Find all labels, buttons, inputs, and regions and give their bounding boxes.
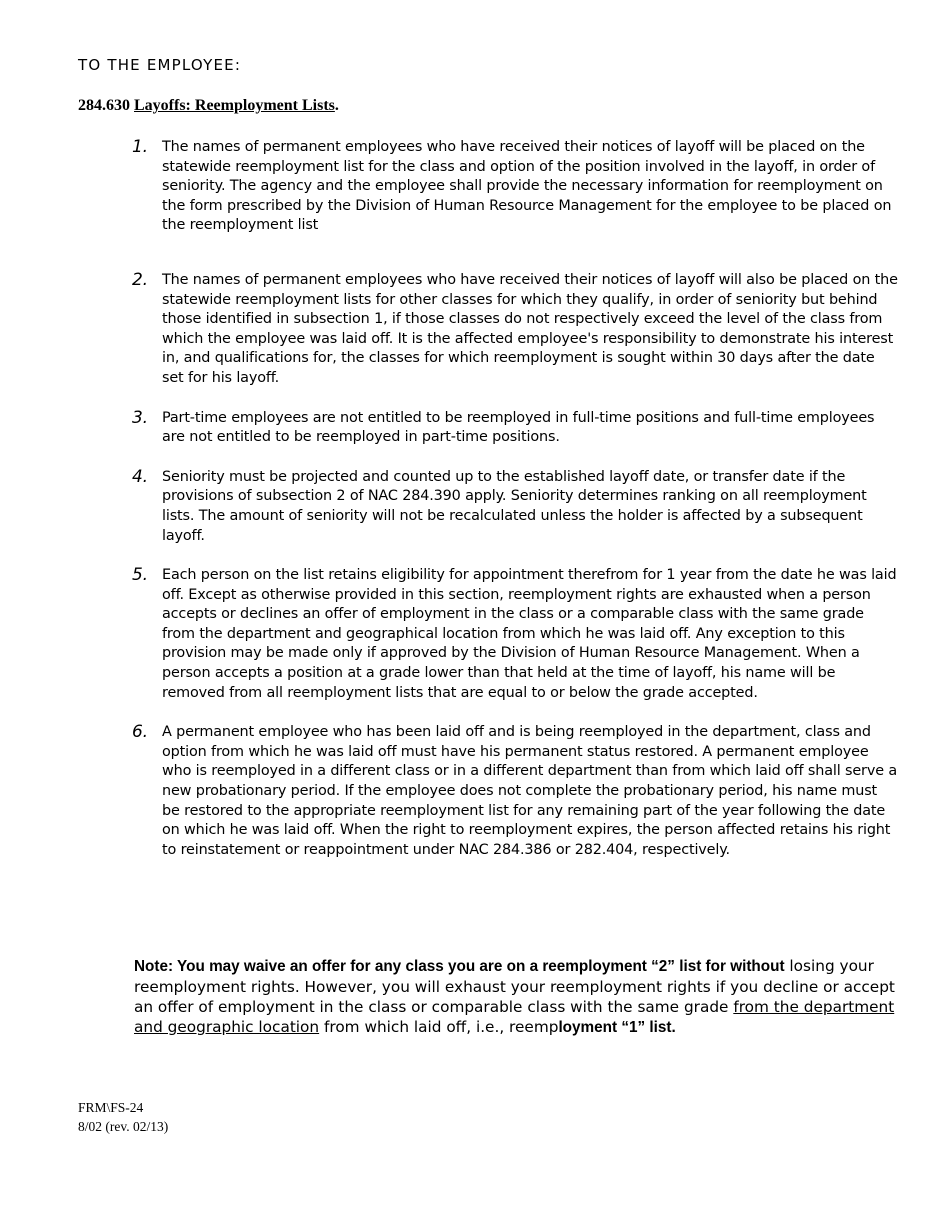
- item-number: 4.: [132, 466, 148, 487]
- list-item: [132, 271, 898, 389]
- section-title: Layoffs: Reemployment Lists: [134, 97, 335, 114]
- item-number: 2.: [132, 269, 148, 290]
- item-text: Part-time employees are not entitled to be reemployed in full-time positions and full-time employees are not entitled to be reemployed in part-time positions.: [162, 409, 875, 446]
- section-heading: [78, 97, 339, 115]
- waiver-note: [134, 956, 899, 1038]
- form-footer: [78, 1098, 168, 1136]
- greeting-heading: TO THE EMPLOYEE:: [78, 56, 242, 74]
- list-item: [132, 566, 898, 703]
- item-number: 3.: [132, 407, 148, 428]
- note-text-continued: from which laid off, i.e., reemp: [319, 1018, 559, 1036]
- item-number: 1.: [132, 137, 148, 157]
- item-text: Seniority must be projected and counted up to the established layoff date, or transfer date if the provisions of subsection 2 of NAC 284.390 apply. Seniority determines ranking on all reemployment lists. The amount of seniority will not be recalculated unless the holder is affected by a subsequent layoff.: [162, 468, 867, 544]
- note-underlined-text: from the department and geographic location: [134, 998, 895, 1036]
- item-number: 5.: [132, 565, 148, 586]
- item-number: 6.: [132, 722, 148, 743]
- list-item: [132, 723, 898, 860]
- list-item: [132, 409, 898, 448]
- form-revision: 8/02 (rev. 02/13): [78, 1119, 169, 1134]
- note-text: losing your reemployment rights. However, you will exhaust your reemployment rights if you decline or accept an offer of employment in the class or comparable class with the same grade: [134, 957, 895, 1016]
- list-item: [132, 138, 898, 236]
- provisions-list: [132, 138, 898, 860]
- section-title-period: .: [334, 97, 339, 114]
- item-text: Each person on the list retains eligibility for appointment therefrom for 1 year from the date he was laid off. Except as otherwise provided in this section, reemployment rights are exhausted when a person accepts or declines an offer of employment in the class or a comparable class with the same grade from the department and geographical location from which he was laid off. Any exception to this provision may be made only if approved by the Division of Human Resource Management. When a person accepts a position at a grade lower than that held at the time of layoff, his name will be removed from all reemployment lists that are equal to or below the grade accepted.: [162, 567, 897, 701]
- note-bold-tail: loyment “1” list.: [558, 1019, 676, 1036]
- item-text: A permanent employee who has been laid off and is being reemployed in the department, class and option from which he was laid off must have his permanent status restored. A permanent employee who is reemployed in a different class or in a different department than from which laid off shall serve a new probationary period. If the employee does not complete the probationary period, his name must be restored to the appropriate reemployment list for any remaining part of the year following the date on which he was laid off. When the right to reemployment expires, the person affected retains his right to reinstatement or reappointment under NAC 284.386 or 282.404, respectively.: [162, 724, 897, 858]
- list-item: [132, 468, 898, 546]
- item-text: The names of permanent employees who have received their notices of layoff will also be placed on the statewide reemployment lists for other classes for which they qualify, in order of seniority but behind those identified in subsection 1, if those classes do not respectively exceed the level of the class from which the employee was laid off. It is the affected employee's responsibility to demonstrate his interest in, and qualifications for, the classes for which reemployment is sought within 30 days after the date set for his layoff.: [162, 271, 898, 386]
- form-id: FRM\FS-24: [78, 1100, 144, 1115]
- item-text: The names of permanent employees who have received their notices of layoff will be placed on the statewide reemployment list for the class and option of the position involved in the layoff, in order of seniority. The agency and the employee shall provide the necessary information for reemployment on the form prescribed by the Division of Human Resource Management for the employee to be placed on the reemployment list: [162, 139, 892, 234]
- section-number: 284.630: [78, 97, 130, 114]
- note-bold-lead: Note: You may waive an offer for any class you are on a reemployment “2” list for without: [134, 958, 785, 975]
